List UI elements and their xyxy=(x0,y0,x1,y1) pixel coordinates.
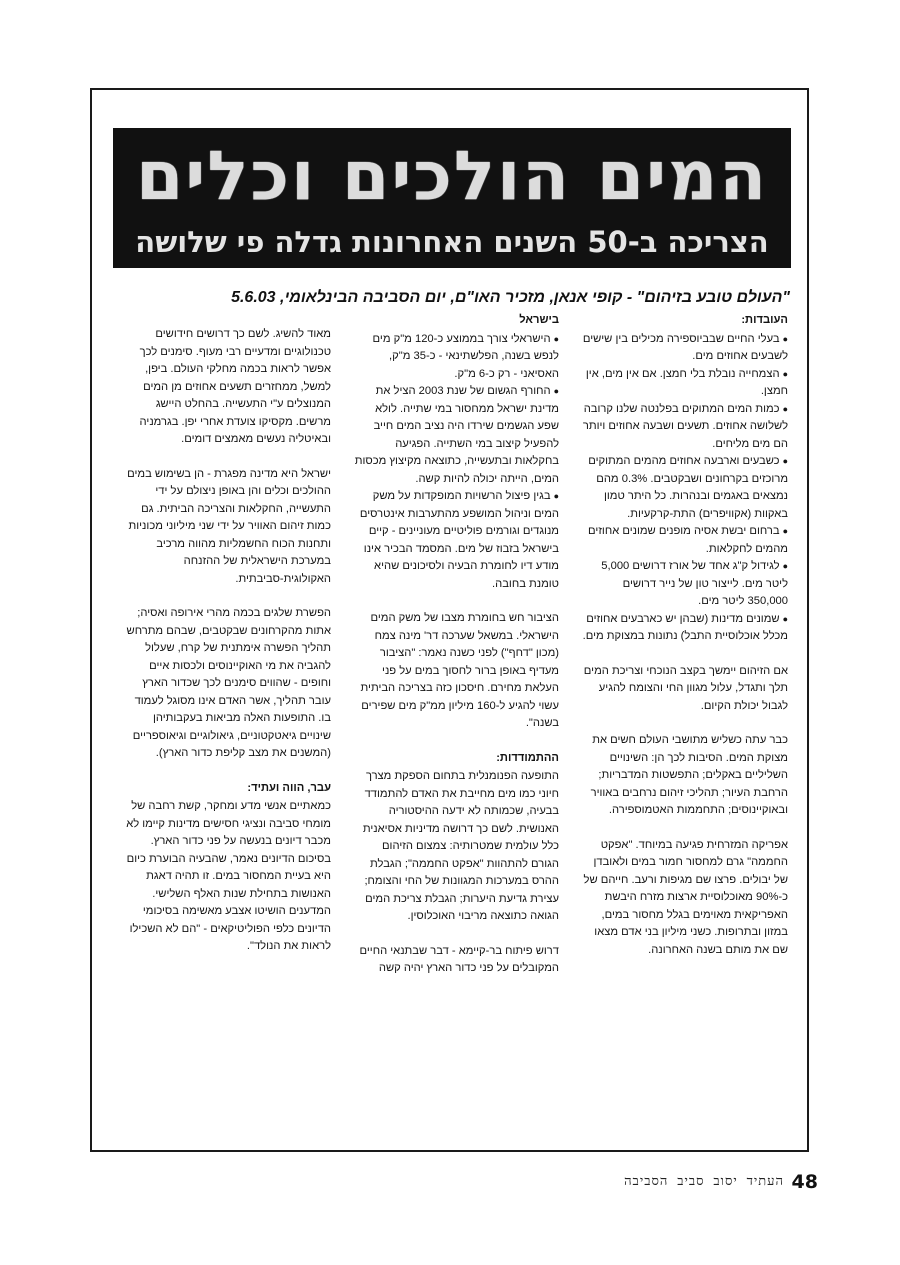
quote-byline: "העולם טובע בזיהום" - קופי אנאן, מזכיר האו"ם, יום הסביבה הבינלאומי, 5.6.03 xyxy=(231,289,790,306)
body-paragraph: אם הזיהום יימשך בקצב הנוכחי וצריכת המים תלך ותגדל, עלול מגוון החי והצומח להגיע לגבול יכולת הקיום. xyxy=(583,664,788,712)
bullet-icon: ● xyxy=(782,368,788,379)
article-column-left xyxy=(125,326,331,973)
bullet-icon: ● xyxy=(782,613,788,624)
page-number: 48 xyxy=(791,1171,818,1193)
body-paragraph: מאוד להשיג. לשם כך דרושים חידושים טכנולוגיים ומדעיים רבי מעוף. סימנים לכך אפשר לראות בכמה מחלקי העולם. ביפן, למשל, ממחזרים תשעים אחוזים מן המים המנוצלים ע"י התעשייה. בהחלט היישג מרשים. מקסיקו צועדת אחרי יפן. בגרמניה ובאיטליה נעשים מאמצים דומים. xyxy=(139,328,331,445)
subheadline: הצריכה ב-50 השנים האחרונות גדלה פי שלושה xyxy=(135,225,769,259)
bullet-icon: ● xyxy=(553,491,559,501)
body-paragraph: כבר עתה כשליש מתושבי העולם חשים את מצוקת המים. הסיבות לכך הן: השינויים השליליים באקלים; התפשטות המדבריות; הרחבת העיור; תהליכי זיהום נרחבים באוויר ובאוקיינוסים; התחממות האטמוספירה. xyxy=(590,734,788,816)
bullet-icon: ● xyxy=(782,403,788,414)
article-column-right xyxy=(582,312,788,976)
body-paragraph: ישראל היא מדינה מפגרת - הן בשימוש במים ההולכים וכלים והן באופן ניצולם על ידי התעשייה, החקלאות והצריכה הביתית. גם כמות זיהום האוויר על ידי שני מיליוני מכוניות ותחנות הכוח החשמליות מהווה מרכיב במערכת הישראלית של ההזנחה האקולוגית-סביבתית. xyxy=(127,467,331,585)
facts-heading: העובדות: xyxy=(741,314,788,326)
body-paragraph: התופעה הפנומנלית בתחום הספקת מצרך חיוני כמו מים מחייבת את האדם להתמודד בבעיה, שכמותה לא ידעה ההיסטוריה האנושית. לשם כך דרושה מדיניות אסיאנית כלל עולמית שמטרותיה: צמצום הזיהום הגורם להתהוות "אפקט החממה"; הגבלת ההרס במערכות המגוונות של החי והצומח; עצירת גדיעת היערות; הגבלת צריכת המים הגואה כתוצאה מריבוי האוכלוסין. xyxy=(362,770,559,922)
israel-heading: בישראל xyxy=(519,314,559,326)
list-item: ●בעלי החיים שבביוספירה מכילים בין שישים לשבעים אחוזים מים. xyxy=(582,332,788,362)
list-item: ●בגין פיצול הרשויות המופקדות על משק המים וניהול המושפע מהתערבות אינטרסים מנוגדים וגורמים פוליטיים מעוניינים - קיים בישראל בזבוז של מים. המסמד הבכיר אינו מודע דיו לחומרת הבעיה ולסיכונים שהיא טומנת בחובה. xyxy=(359,490,559,590)
body-paragraph: הציבור חש בחומרת מצבו של משק המים הישראלי. במשאל שערכה דר' מינה צמח (מכון "דחף") לפני כשנה נאמר: "הציבור מעדיף באופן ברור לחסוך במים על פני העלאת מחירם. חיסכון כזה בצריכה הביתית עשוי להגיע ל-160 מיליון ממ"ק מים שפירים בשנה". xyxy=(360,612,559,729)
list-item: ●כשבעים וארבעה אחוזים מהמים המתוקים מרוכזים בקרחונים ושבקטבים. 0.3% מהם נמצאים באגמים ובנהרות. כל היתר טמון באקוות (אקוויפרים) התת-קרקעיות. xyxy=(588,455,788,520)
bullet-icon: ● xyxy=(782,561,788,571)
masthead-banner xyxy=(113,128,791,268)
bullet-icon: ● xyxy=(782,333,788,344)
list-item: ●ברחום יבשת אסיה מופנים שמונים אחוזים מהמים לחקלאות. xyxy=(588,525,788,555)
page-footer xyxy=(592,1170,818,1194)
bullet-icon: ● xyxy=(782,456,788,466)
future-heading: עבר, הווה ועתיד: xyxy=(247,781,331,794)
list-item: ●הצמחייה נובלת בלי חמצן. אם אין מים, אין חמצן. xyxy=(585,367,788,397)
israel-facts-list xyxy=(353,331,559,594)
body-paragraph: דרוש פיתוח בר-קיימא - דבר שבתנאי החיים המקובלים על פני כדור הארץ יהיה קשה xyxy=(359,944,559,974)
bullet-icon: ● xyxy=(553,333,559,344)
body-paragraph: אפריקה המזרחית פגיעה במיוחד. "אפקט החממה" גרם למחסור חמור במים ולאובדן של יבולים. פרצו שם מגיפות ורעב. חייהם של כ-90% מאוכלוסיית ארצות מזרח היבשת האפריקאית מאוימים בגלל מחסור במים, במזון ובתרופות. כשני מיליון בני אדם מצאו שם את מותם בשנה האחרונה. xyxy=(583,838,788,956)
body-paragraph: כמאתיים אנשי מדע ומחקר, קשת רחבה של מומחי סביבה ונציגי חסישים מדינות קיימו לא מכבר דיונים בנעשה על פני כדור הארץ. בסיכום הדיונים נאמר, שהבעיה הבוערת כיום היא בעיית המחסור במים. זו תהיה דאגת האנושות בתחילת שנות האלף השלישי. המדענים הושיטו אצבע מאשימה בסיכומי הדיונים כלפי הפוליטיקאים - "הם לא השכילו לראות את הנולד". xyxy=(126,800,331,952)
list-item: ●לגידול ק"ג אחד של אורז דרושים 5,000 ליטר מים. לייצור טון של נייר דרושים 350,000 ליטר מים. xyxy=(601,560,788,607)
headline: המים הולכים וכלים xyxy=(135,137,769,216)
bullet-icon: ● xyxy=(553,386,559,396)
footer-publication-title: העתיד יסוב סביב הסביבה xyxy=(624,1174,784,1189)
bullet-icon: ● xyxy=(782,526,788,536)
list-item: ●הישראלי צורך בממוצע כ-120 מ"ק מים לנפש בשנה, הפלשתינאי - כ-35 מ"ק, האסיאני - רק כ-6 מ"ק. xyxy=(372,332,559,380)
coping-heading: ההתמודדות: xyxy=(496,751,559,764)
body-paragraph: הפשרת שלגים בכמה מהרי אירופה ואסיה; אתות מהקרחונים שבקטבים, שבהם מתרחש תהליך הפשרה אימתנית של קרח, שעלול להגביה את מי האוקיינוסים ולכסות איים וחופים - שהווים סימנים לכך שכדור הארץ עובר תהליך, אשר האדם אינו מסוגל לעמוד בו. התופעות האלה מביאות בעקבותיהן שינויים גיאטקטוניים, גיאולוגיים וגיאוספריים (המשנים את מצב קליפת כדור הארץ). xyxy=(126,607,331,759)
list-item: ●כמות המים המתוקים בפלנטה שלנו קרובה לשלושה אחוזים. תשעים ושבעה אחוזים ויותר הם מים מליחים. xyxy=(582,402,788,450)
list-item: ●החורף הגשום של שנת 2003 הציל את מדינת ישראל ממחסור במי שתייה. לולא שפע הגשמים שירדו היה נציב המים חייב להפעיל קיצוב במי השתייה. הפגיעה בחקלאות ובתעשייה, כתוצאה מקיצוץ מכסות המים, הייתה יכולה להיות קשה. xyxy=(354,385,559,485)
article-column-middle xyxy=(353,312,559,995)
list-item: ●שמונים מדינות (שבהן יש כארבעים אחוזים מכלל אוכלוסיית התבל) נתונות במצוקת מים. xyxy=(582,612,788,642)
facts-list xyxy=(582,331,788,646)
